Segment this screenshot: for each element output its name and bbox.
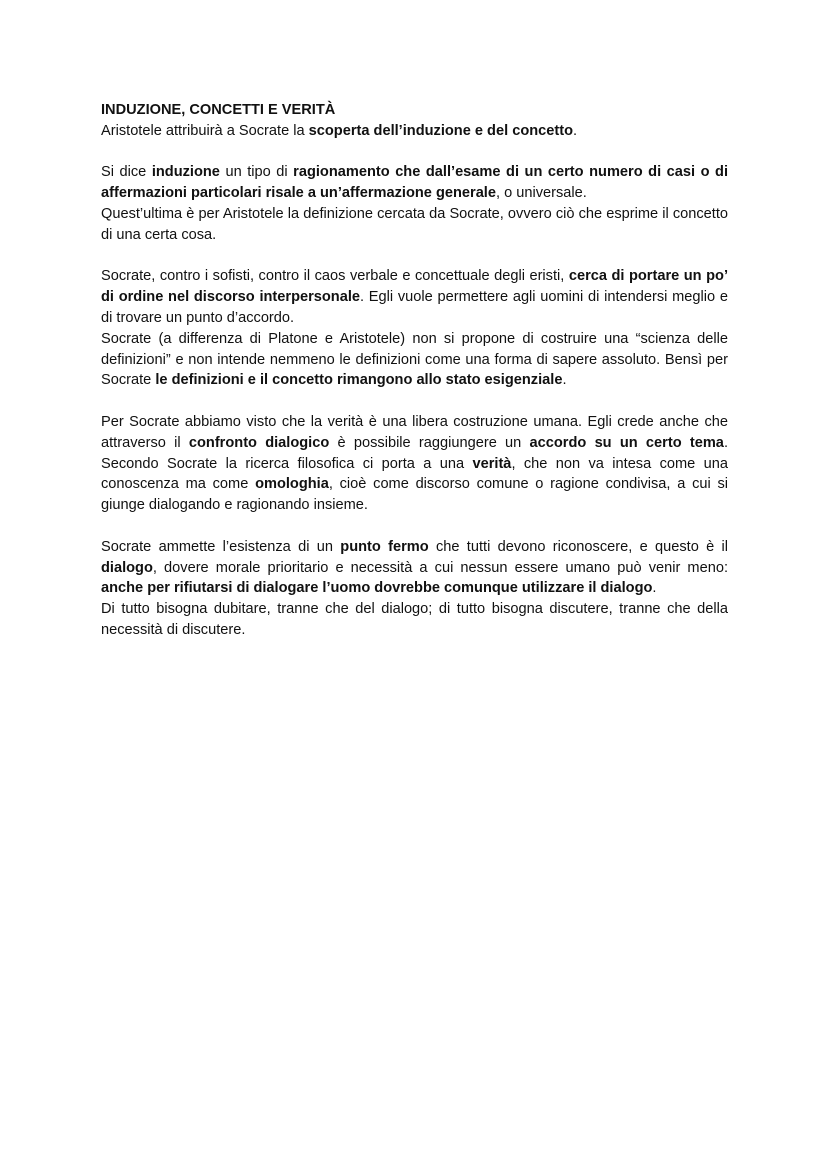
paragraph-scienza-definizioni [101,329,728,391]
paragraph-spacer [101,142,728,163]
bold-text-run: omologhia [255,476,329,493]
bold-text-run: punto fermo [340,538,429,555]
text-run: . Egli vuole permettere agli uomini di intendersi meglio e di trovare un punto d’accordo. [101,289,728,326]
bold-text-run: cerca di portare un po’ di ordine nel discorso interpersonale [101,268,728,306]
bold-text-run: dialogo [101,559,153,576]
paragraph-induzione [101,162,728,204]
text-run: Socrate, contro i sofisti, contro il caos verbale e concettuale degli eristi, [101,268,569,285]
bold-text-run: ragionamento che dall’esame di un certo numero di casi o di affermazioni particolari risale a un’affermazione generale [101,164,729,202]
text-run: un tipo di [219,164,294,181]
text-run: Socrate ammette l’esistenza di un [101,538,341,555]
bold-text-run: scoperta dell’induzione e del concetto [308,122,574,139]
text-run: Socrate (a differenza di Platone e Aristotele) non si propone di costruire una “scienza delle definizioni” e non intende nemmeno le definizioni come una forma di sapere assoluto. Bensì per Socrate [101,330,728,389]
text-run: , cioè come discorso comune o ragione condivisa, a cui si giunge dialogando e ragionando insieme. [101,476,728,514]
text-run: Di tutto bisogna dubitare, tranne che del dialogo; di tutto bisogna discutere, tranne che della necessità di discutere. [101,601,728,638]
paragraph-conclusione [101,599,728,641]
bold-text-run: accordo su un certo tema [529,434,724,451]
text-run: Aristotele attribuirà a Socrate la [101,122,309,139]
bold-text-run: anche per rifiutarsi di dialogare l’uomo dovrebbe comunque utilizzare il dialogo [101,580,653,597]
paragraph-sofisti [101,266,728,328]
paragraph-spacer [101,391,728,412]
paragraph-dialogo [101,537,728,599]
text-run: , o universale. [495,185,587,202]
bold-text-run: induzione [151,164,220,181]
bold-text-run: le definizioni e il concetto rimangono allo stato esigenziale [155,372,563,389]
document-title: INDUZIONE, CONCETTI E VERITÀ [101,102,336,118]
text-run: è possibile raggiungere un [329,434,530,451]
paragraph-definizione [101,204,728,246]
text-run: . [573,122,578,139]
text-run: Quest’ultima è per Aristotele la definizione cercata da Socrate, ovvero ciò che esprime il concetto di una certa cosa. [101,205,728,243]
paragraph-spacer [101,516,728,537]
paragraph-intro [101,121,728,142]
text-run: . [652,580,657,597]
paragraph-verita [101,412,728,516]
bold-text-run: verità [472,455,512,472]
text-run: . Secondo Socrate la ricerca filosofica ci porta a una [101,434,728,472]
text-run: Per Socrate abbiamo visto che la verità è una libera costruzione umana. Egli crede anche che attraverso il [101,413,728,451]
text-run: , che non va intesa come una conoscenza ma come [101,455,729,493]
text-run: . [562,372,567,389]
document-body [101,100,728,641]
text-run: , dovere morale prioritario e necessità a cui nessun essere umano può venir meno: [152,559,728,576]
text-run: che tutti devono riconoscere, e questo è il [428,538,729,555]
bold-text-run: confronto dialogico [188,434,330,451]
paragraph-spacer [101,246,728,267]
text-run: Si dice [101,164,152,181]
